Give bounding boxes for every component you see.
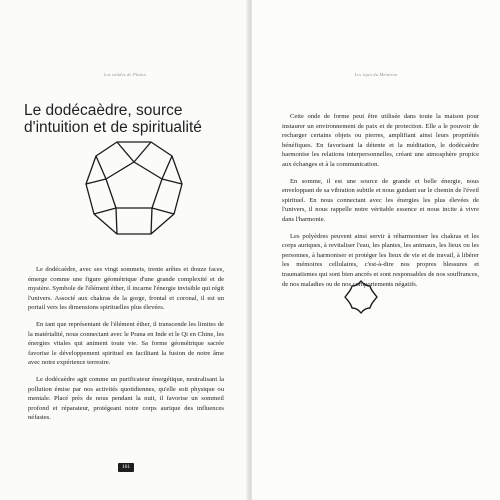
- chapter-title: Le dodécaèdre, source d'intuition et de spiritualité: [24, 102, 202, 136]
- dodecahedron-icon: [84, 138, 184, 238]
- left-paragraph-1: Le dodécaèdre, avec ses vingt sommets, trente arêtes et douze faces, émerge comme une figure géométrique d'une grande complexité et de mystère. Symbole de l'élément éther, il incarne l'énergie invisible qui régit l'univers. Associé aux chakras de la gorge, frontal et coronal, il est un portail vers les dimensions spirituelles plus élevées.: [28, 266, 224, 312]
- left-paragraph-2: En tant que représentant de l'élément éther, il transcende les limites de la matérialité, nous connectant avec le Prana en Inde et le Qi en Chine, les énergies vitales qui animent toute vie. Sa forme géométrique sacrée favorise le développement spirituel en facilitant la fusion de notre âme avec notre expérience terrestre.: [28, 320, 224, 367]
- left-paragraph-3: Le dodécaèdre agit comme un purificateur énergétique, neutralisant la pollution émise par nos activités quotidiennes, qu'elle soit physique ou mentale. Placé près de nous pendant la nuit, il favorise un sommeil profond et réparateur, protégeant notre corps aurique des influences néfastes.: [28, 375, 224, 422]
- right-page: [252, 0, 500, 500]
- right-paragraph-3: Les polyèdres peuvent ainsi servir à réharmoniser les chakras et les corps auriques, à revitaliser l'eau, les plantes, les animaux, les lieux ou les personnes, à harmoniser et protéger les lieux de vie et de travail, à libérer les mémoires cellulaires, c'est-à-dire nos propres blessures et traumatismes qui sont bien ancrés et sont responsables de nos souffrances, de nos maladies ou de nos comportements négatifs.: [282, 232, 479, 288]
- right-paragraph-2: En somme, il est une source de grande et belle énergie, nous enveloppant de sa vibration subtile et nous guidant sur le chemin de l'éveil spirituel. En nous connectant avec les énergies les plus élevées de l'univers, il nous rappelle notre véritable essence et nous incite à vivre dans l'harmonie.: [282, 177, 479, 223]
- right-running-header: Les tiges du Métatron: [354, 72, 398, 77]
- left-body-text: [28, 265, 224, 430]
- page-number: 161: [118, 463, 134, 472]
- ornament-icon: [343, 279, 379, 315]
- right-body-text: [282, 112, 479, 296]
- left-running-header: Les solides de Platon: [103, 72, 146, 77]
- right-paragraph-1: Cette onde de forme peut être utilisée dans toute la maison pour instaurer un environnement de paix et de protection. Elle a le pouvoir de recharger certains objets ou pierres, amplifiant ainsi leurs propriétés bénéfiques. En favorisant la détente et la méditation, le dodécaèdre harmonise les relations interpersonnelles, créant une atmosphère propice aux échanges et à la communication.: [282, 113, 479, 168]
